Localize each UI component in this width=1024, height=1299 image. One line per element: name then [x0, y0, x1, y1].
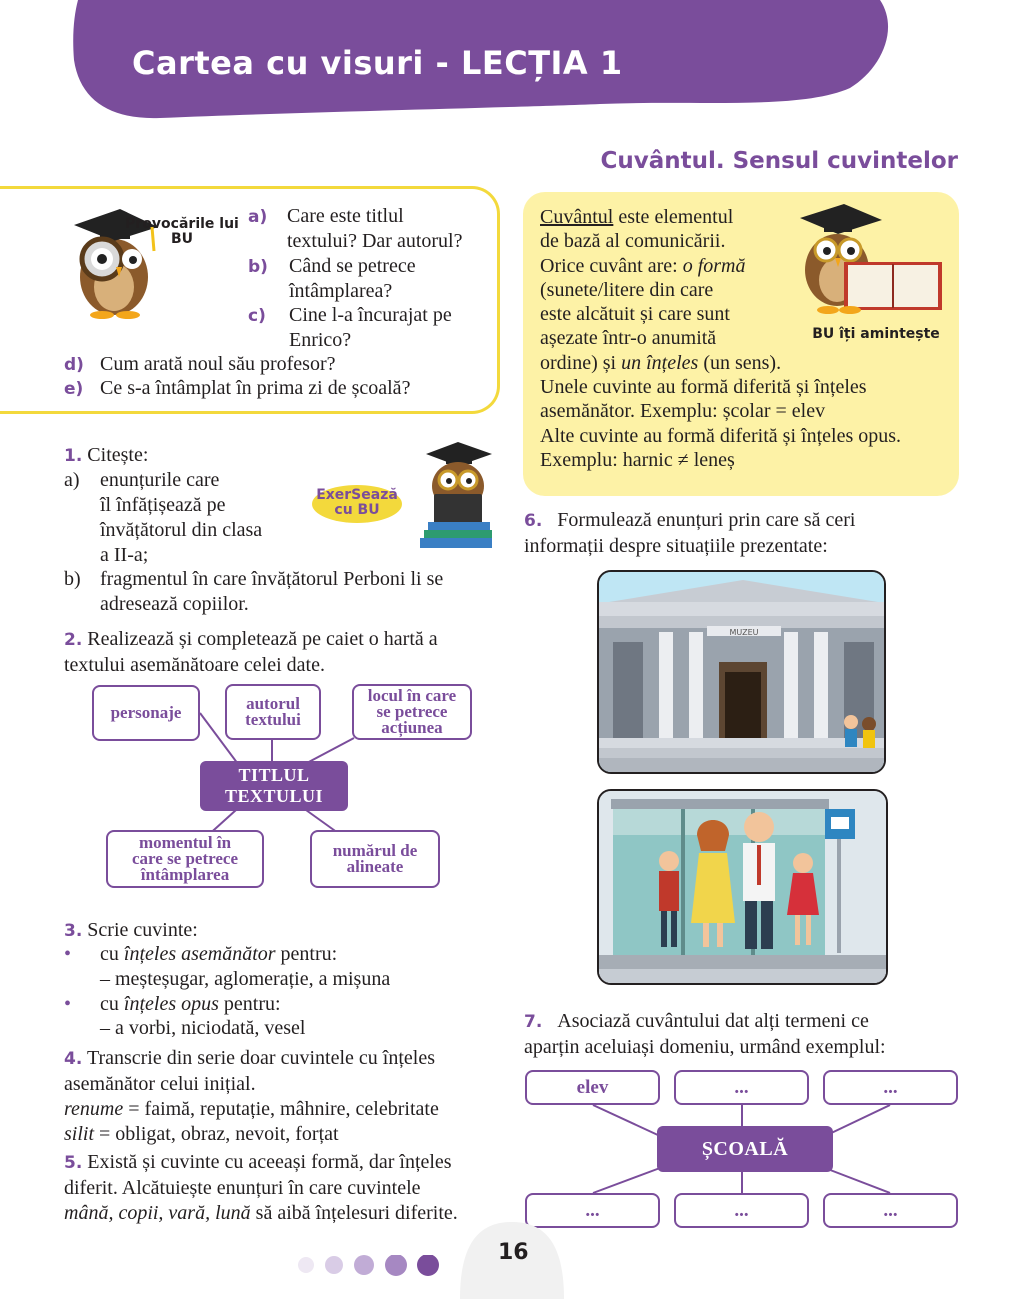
- question-c: c) Cine l-a încurajat pe Enrico?: [248, 304, 452, 351]
- page-number: 16: [498, 1240, 529, 1265]
- ex4-text: 4. Transcrie din serie doar cuvintele cu înțeles asemănător celui inițial. renume = faimă, reputație, mâhnire, celebritate silit = obligat, obraz, nevoit, forțat: [64, 1047, 439, 1145]
- assoc-box-2: ...: [674, 1070, 809, 1105]
- section-title: Cuvântul. Sensul cuvintelor: [600, 148, 958, 174]
- ex1-item-b: b): [64, 568, 81, 590]
- question-e: e) Ce s-a întâmplat în prima zi de școală?: [64, 377, 411, 399]
- ex3-bullet-1: • cu înțeles asemănător pentru:: [64, 943, 338, 965]
- ex3-bullet-2: • cu înțeles opus pentru:: [64, 993, 281, 1015]
- museum-illustration: [597, 570, 886, 774]
- ex3-title: 3. Scrie cuvinte:: [64, 919, 198, 941]
- ex2-text: 2. Realizează și completează pe caiet o hartă a textului asemănătoare celei date.: [64, 628, 438, 676]
- map-center-titlul: TITLUL TEXTULUI: [200, 761, 348, 811]
- owl-label-exerseaza: ExerSează cu BU: [312, 488, 402, 519]
- question-b: b) Când se petrece întâmplarea?: [248, 255, 416, 302]
- map-node-autorul: autorul textului: [225, 684, 321, 740]
- assoc-box-1: elev: [525, 1070, 660, 1105]
- ex3-words-2: – a vorbi, niciodată, vesel: [100, 1017, 306, 1039]
- page-dots-decoration: [296, 1255, 446, 1279]
- assoc-box-4: ...: [525, 1193, 660, 1228]
- ex1-title: 1. Citește:: [64, 444, 149, 466]
- map-node-numarul: numărul de alineate: [310, 830, 440, 888]
- owl-label-aminteste: BU îți amintește: [812, 326, 940, 342]
- ex1-item-a-text: enunțurile care îl înfățișează pe învățătorul din clasa a II-a;: [100, 469, 263, 566]
- reminder-text: Cuvântul este elementul de bază al comunicării. Orice cuvânt are: o formă (sunete/litere din care este alcătuit și care sunt așezate într-o anumită ordine) și un înțeles (un sens). Unele cuvinte au formă diferită și înțeles asemănător. Exemplu: școlar = elev Alte cuvinte au formă diferită și înțeles opus. Exemplu: harnic ≠ leneș: [540, 206, 902, 471]
- ex7-text: 7. Asociază cuvântului dat alți termeni ce aparțin aceluiași domeniu, urmând exemplul:: [524, 1010, 886, 1058]
- museum-sign: MUZEU: [729, 628, 759, 637]
- question-a: a) Care este titlul textului? Dar autorul?: [248, 205, 463, 252]
- map-node-momentul: momentul în care se petrece întâmplarea: [106, 830, 264, 888]
- bus-stop-illustration: [597, 789, 888, 985]
- map-node-personaje: personaje: [92, 685, 200, 741]
- assoc-box-6: ...: [823, 1193, 958, 1228]
- assoc-center-scoala: ȘCOALĂ: [657, 1126, 833, 1172]
- ex5-text: 5. Există și cuvinte cu aceeași formă, dar înțeles diferit. Alcătuiește enunțuri în care cuvintele mână, copii, vară, lună să aibă înțelesuri diferite.: [64, 1151, 458, 1224]
- assoc-box-5: ...: [674, 1193, 809, 1228]
- owl-book-icon: [792, 200, 947, 325]
- map-node-locul: locul în care se petrece acțiunea: [352, 684, 472, 740]
- ex1-item-a: a): [64, 469, 80, 491]
- lesson-title: Cartea cu visuri - LECȚIA 1: [132, 44, 623, 82]
- ex3-words-1: – meșteșugar, aglomerație, a mișuna: [100, 968, 391, 990]
- owl-label-provocari: Provocările lui BU: [125, 216, 239, 248]
- ex1-item-b-text: fragmentul în care învățătorul Perboni li se adresează copiilor.: [100, 568, 444, 615]
- assoc-box-3: ...: [823, 1070, 958, 1105]
- ex6-text: 6. Formulează enunțuri prin care să ceri informații despre situațiile prezentate:: [524, 509, 856, 557]
- owl-laptop-icon: [408, 438, 498, 555]
- question-d: d) Cum arată noul său profesor?: [64, 353, 336, 375]
